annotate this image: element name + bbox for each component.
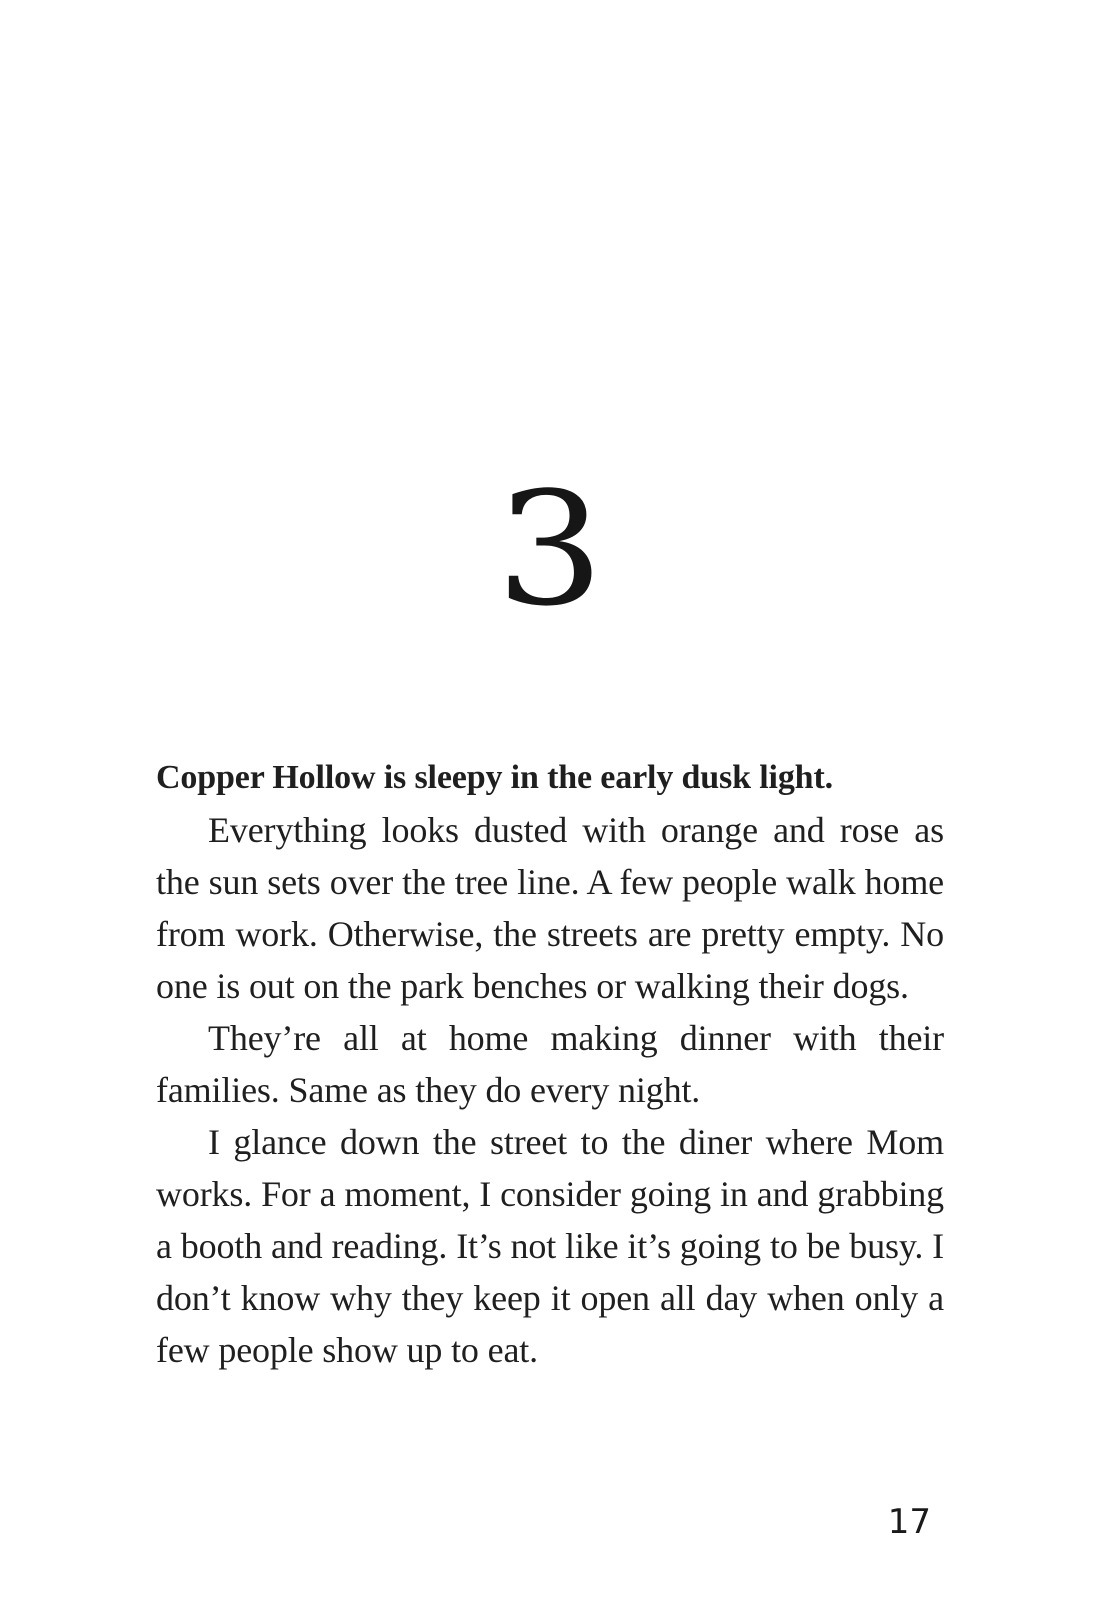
chapter-number: 3 xyxy=(495,458,605,642)
paragraph-1: Everything looks dusted with orange and rose as the sun sets over the tree line. A few people walk home from work. Otherwise, the streets are pretty empty. No one is out on the park benches or walking their dogs. xyxy=(156,810,944,1006)
paragraph-2: They’re all at home making dinner with their families. Same as they do every night. xyxy=(156,1018,944,1110)
lead-paragraph: Copper Hollow is sleepy in the early dusk light. xyxy=(156,759,833,796)
chapter-body xyxy=(156,752,944,1376)
page-number: 17 xyxy=(887,1502,931,1542)
paragraph-3: I glance down the street to the diner where Mom works. For a moment, I consider going in and grabbing a booth and reading. It’s not like it’s going to be busy. I don’t know why they keep it open all day when only a few people show up to eat. xyxy=(156,1122,944,1370)
